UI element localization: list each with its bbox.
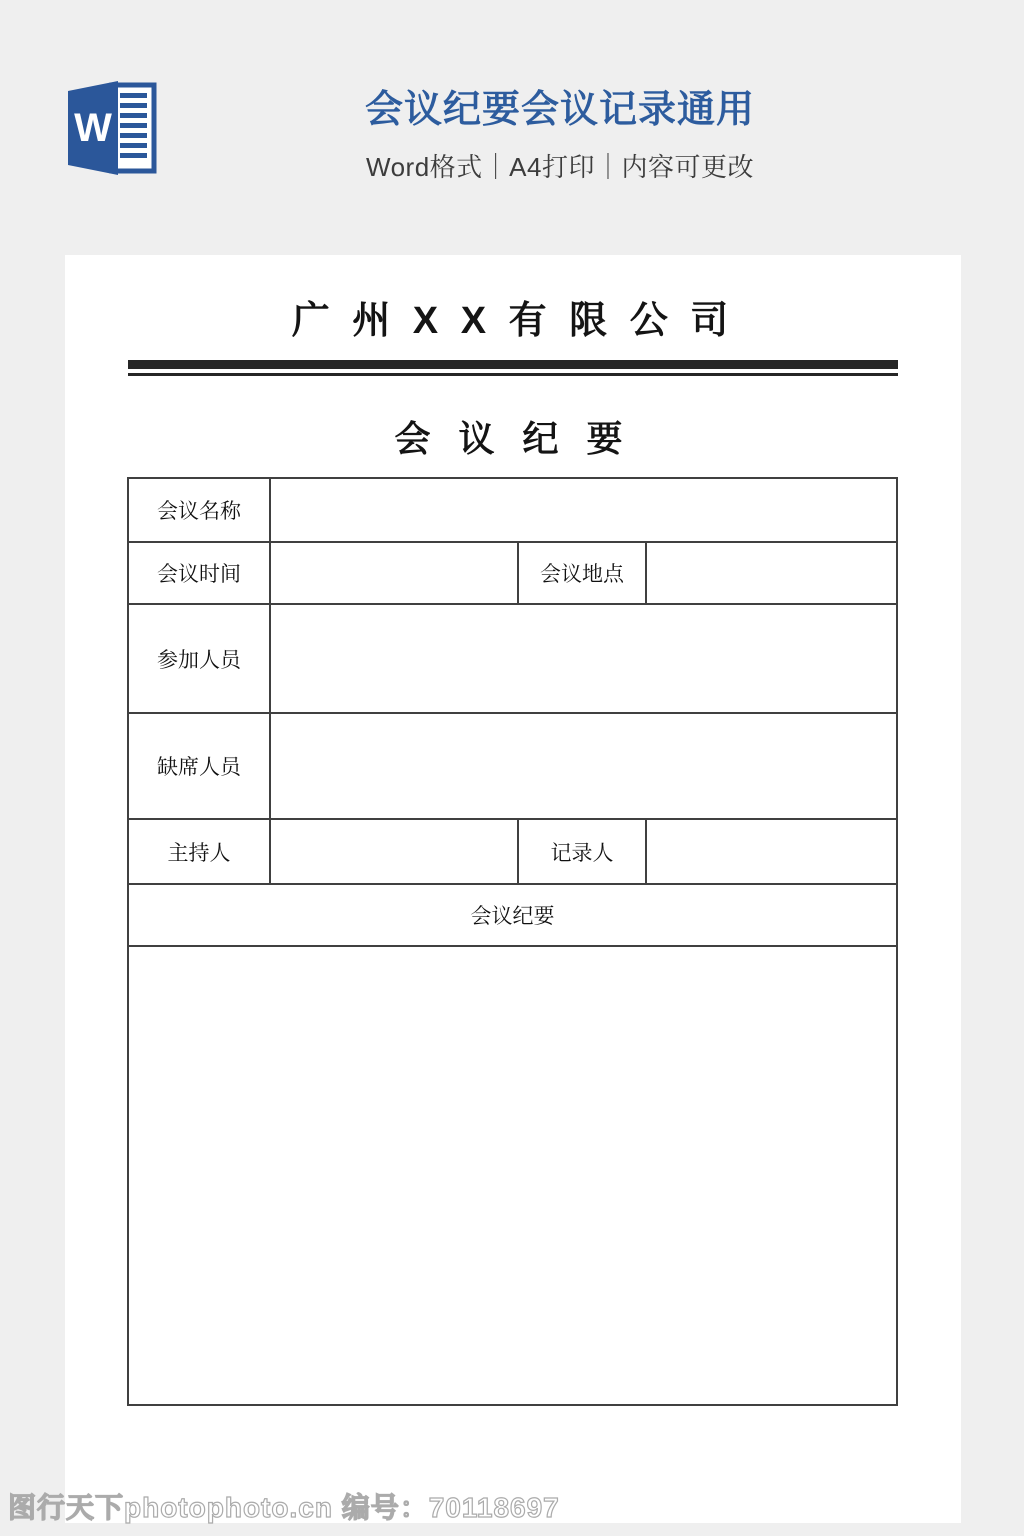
table-row	[128, 604, 897, 713]
document-heading: 会 议 纪 要	[394, 418, 632, 460]
table-row	[128, 478, 897, 542]
recorder-field[interactable]	[646, 819, 897, 884]
word-icon-letter: W	[74, 106, 112, 150]
table-row	[128, 884, 897, 946]
document-page	[65, 255, 961, 1523]
table-row	[128, 946, 897, 1405]
meeting-place-label: 会议地点	[518, 542, 646, 604]
title-divider	[128, 360, 898, 376]
meeting-place-field[interactable]	[646, 542, 897, 604]
absentees-field[interactable]	[270, 713, 897, 819]
company-title: 广 州 X X 有 限 公 司	[291, 300, 735, 342]
template-title: 会议纪要会议记录通用	[364, 89, 755, 131]
divider-thin-line	[128, 373, 898, 376]
table-row	[128, 819, 897, 884]
attendees-field[interactable]	[270, 604, 897, 713]
meeting-time-label: 会议时间	[128, 542, 270, 604]
host-field[interactable]	[270, 819, 518, 884]
meeting-time-field[interactable]	[270, 542, 518, 604]
host-label: 主持人	[128, 819, 270, 884]
attendees-label: 参加人员	[128, 604, 270, 713]
minutes-table	[127, 477, 898, 1406]
meeting-name-label: 会议名称	[128, 478, 270, 542]
table-row	[128, 713, 897, 819]
minutes-section-label: 会议纪要	[128, 884, 897, 946]
absentees-label: 缺席人员	[128, 713, 270, 819]
header-text-block	[100, 88, 1020, 184]
table-row	[128, 542, 897, 604]
recorder-label: 记录人	[518, 819, 646, 884]
divider-thick-line	[128, 360, 898, 369]
template-subtitle: Word格式｜A4打印｜内容可更改	[366, 151, 754, 182]
watermark: 图行天下photophoto.cn 编号：70118697	[8, 1492, 560, 1523]
minutes-body-field[interactable]	[128, 946, 897, 1405]
template-header	[0, 0, 1024, 255]
meeting-name-field[interactable]	[270, 478, 897, 542]
